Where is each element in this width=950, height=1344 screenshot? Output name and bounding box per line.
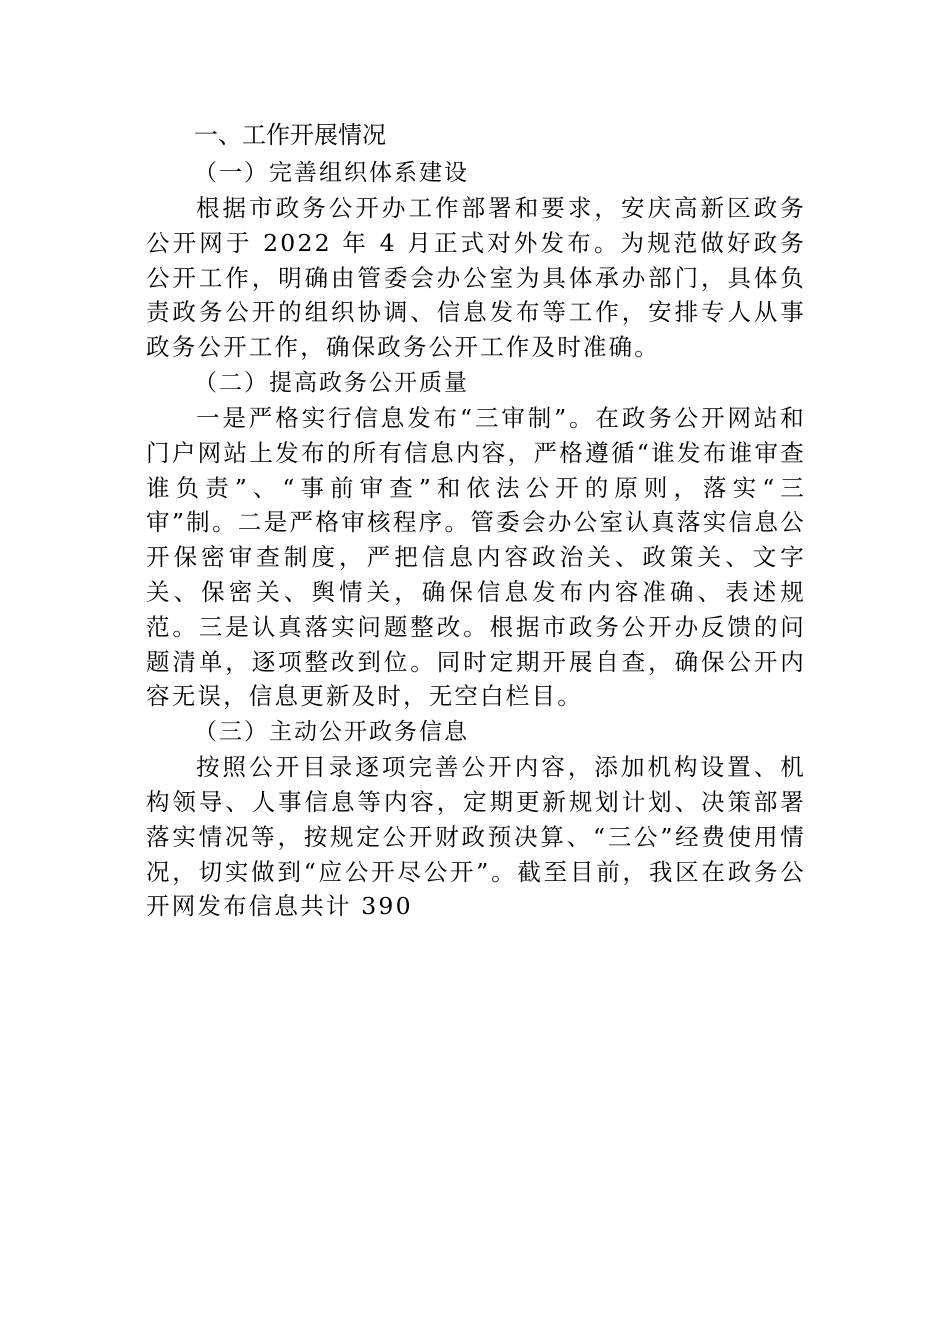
paragraph: 一是严格实行信息发布“三审制”。在政务公开网站和门户网站上发布的所有信息内容，严格遵循“谁发布谁审查谁负责”、“事前审查”和依法公开的原则，落实“三审”制。二是严格审核程序。管委会办公室认真落实信息公开保密审查制度，严把信息内容政治关、政策关、文字关、保密关、舆情关，确保信息发布内容准确、表述规范。三是认真落实问题整改。根据市政务公开办反馈的问题清单，逐项整改到位。同时定期开展自查，确保公开内容无误，信息更新及时，无空白栏目。 [146, 403, 806, 711]
paragraph: 根据市政务公开办工作部署和要求，安庆高新区政务公开网于 2022 年 4 月正式对外发布。为规范做好政务公开工作，明确由管委会办公室为具体承办部门，具体负责政务公开的组织协调、信息发布等工作，安排专人从事政务公开工作，确保政务公开工作及时准确。 [146, 194, 806, 362]
document-body [146, 115, 806, 924]
subsection-heading: （三）主动公开政务信息 [194, 719, 469, 746]
subsection-heading: （二）提高政务公开质量 [194, 369, 469, 396]
section-title: 一、工作开展情况 [194, 121, 386, 149]
subsection-heading: （一）完善组织体系建设 [194, 160, 469, 186]
paragraph: 按照公开目录逐项完善公开内容，添加机构设置、机构领导、人事信息等内容，定期更新规划计划、决策部署落实情况等，按规定公开财政预决算、“三公”经费使用情况，切实做到“应公开尽公开”。截至目前，我区在政务公开网发布信息共计 390 [146, 753, 806, 921]
